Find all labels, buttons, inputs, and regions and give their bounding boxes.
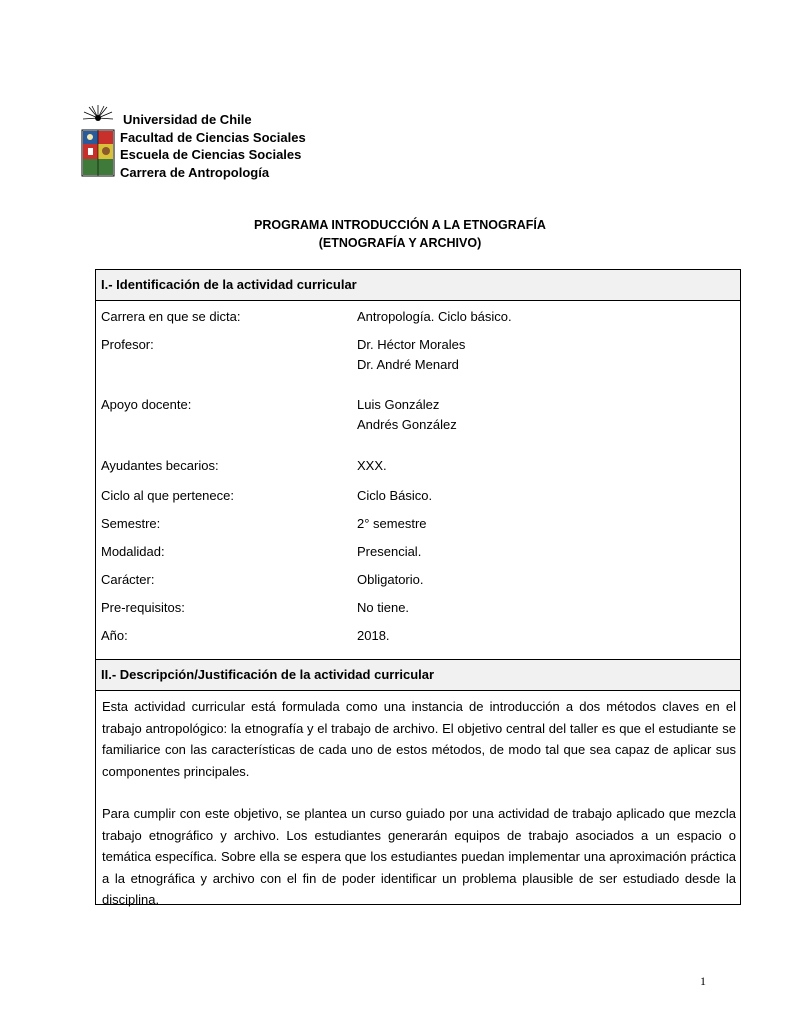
info-value: Andrés González <box>357 417 457 432</box>
info-value: Presencial. <box>357 544 422 559</box>
description-paragraph-2: Para cumplir con este objetivo, se plantea un curso guiado por una actividad de trabajo aplicado que mezcla trabajo etnográfico y archivo. Los estudiantes generarán equipos de trabajo asociados a un espacio o temática específica. Sobre ella se espera que los estudiantes puedan implementar una aproximación práctica a la etnográfica y archivo con el fin de poder identificar un problema plausible de ser estudiado desde la disciplina. <box>102 806 736 907</box>
university-name: Universidad de Chile <box>123 112 252 127</box>
info-value: No tiene. <box>357 600 410 615</box>
info-value: Antropología. Ciclo básico. <box>357 309 512 324</box>
info-label: Ciclo al que pertenece: <box>101 488 234 503</box>
info-value: Dr. André Menard <box>357 357 459 372</box>
info-label: Profesor: <box>101 337 154 352</box>
document-title <box>0 216 800 252</box>
info-value: Luis González <box>357 397 440 412</box>
info-value: XXX. <box>357 458 387 473</box>
description-paragraph-1: Esta actividad curricular está formulada como una instancia de introducción a dos métodos claves en el trabajo antropológico: la etnografía y el trabajo de archivo. El objetivo central del taller es que el estudiante se familiarice con las características de cada uno de estos métodos, de modo tal que sea capaz de aplicar sus componentes principales. <box>102 699 736 779</box>
info-label: Modalidad: <box>101 544 165 559</box>
section-identification-heading: I.- Identificación de la actividad curricular <box>96 270 740 301</box>
institution-lines <box>120 111 306 181</box>
info-value: Ciclo Básico. <box>357 488 433 503</box>
info-label: Ayudantes becarios: <box>101 458 219 473</box>
info-value: 2° semestre <box>357 516 427 531</box>
info-label: Carácter: <box>101 572 155 587</box>
career-name: Carrera de Antropología <box>120 164 270 180</box>
section-description <box>95 659 741 905</box>
page-number: 1 <box>700 974 706 988</box>
faculty-name: Facultad de Ciencias Sociales <box>120 129 306 145</box>
school-name: Escuela de Ciencias Sociales <box>120 147 302 162</box>
info-label: Semestre: <box>101 516 161 531</box>
university-crest-icon <box>80 104 116 178</box>
title-line-2: (ETNOGRAFÍA Y ARCHIVO) <box>318 236 482 250</box>
info-value: 2018. <box>357 628 390 643</box>
info-value: Obligatorio. <box>357 572 424 587</box>
info-label: Carrera en que se dicta: <box>101 309 241 324</box>
info-label: Pre-requisitos: <box>101 600 185 615</box>
info-label: Apoyo docente: <box>101 397 192 412</box>
section-identification <box>95 269 741 660</box>
title-line-1: PROGRAMA INTRODUCCIÓN A LA ETNOGRAFÍA <box>254 218 546 232</box>
institution-header <box>80 104 480 179</box>
info-value: Dr. Héctor Morales <box>357 337 466 352</box>
info-label: Año: <box>101 628 128 643</box>
section-description-heading: II.- Descripción/Justificación de la actividad curricular <box>96 660 740 691</box>
